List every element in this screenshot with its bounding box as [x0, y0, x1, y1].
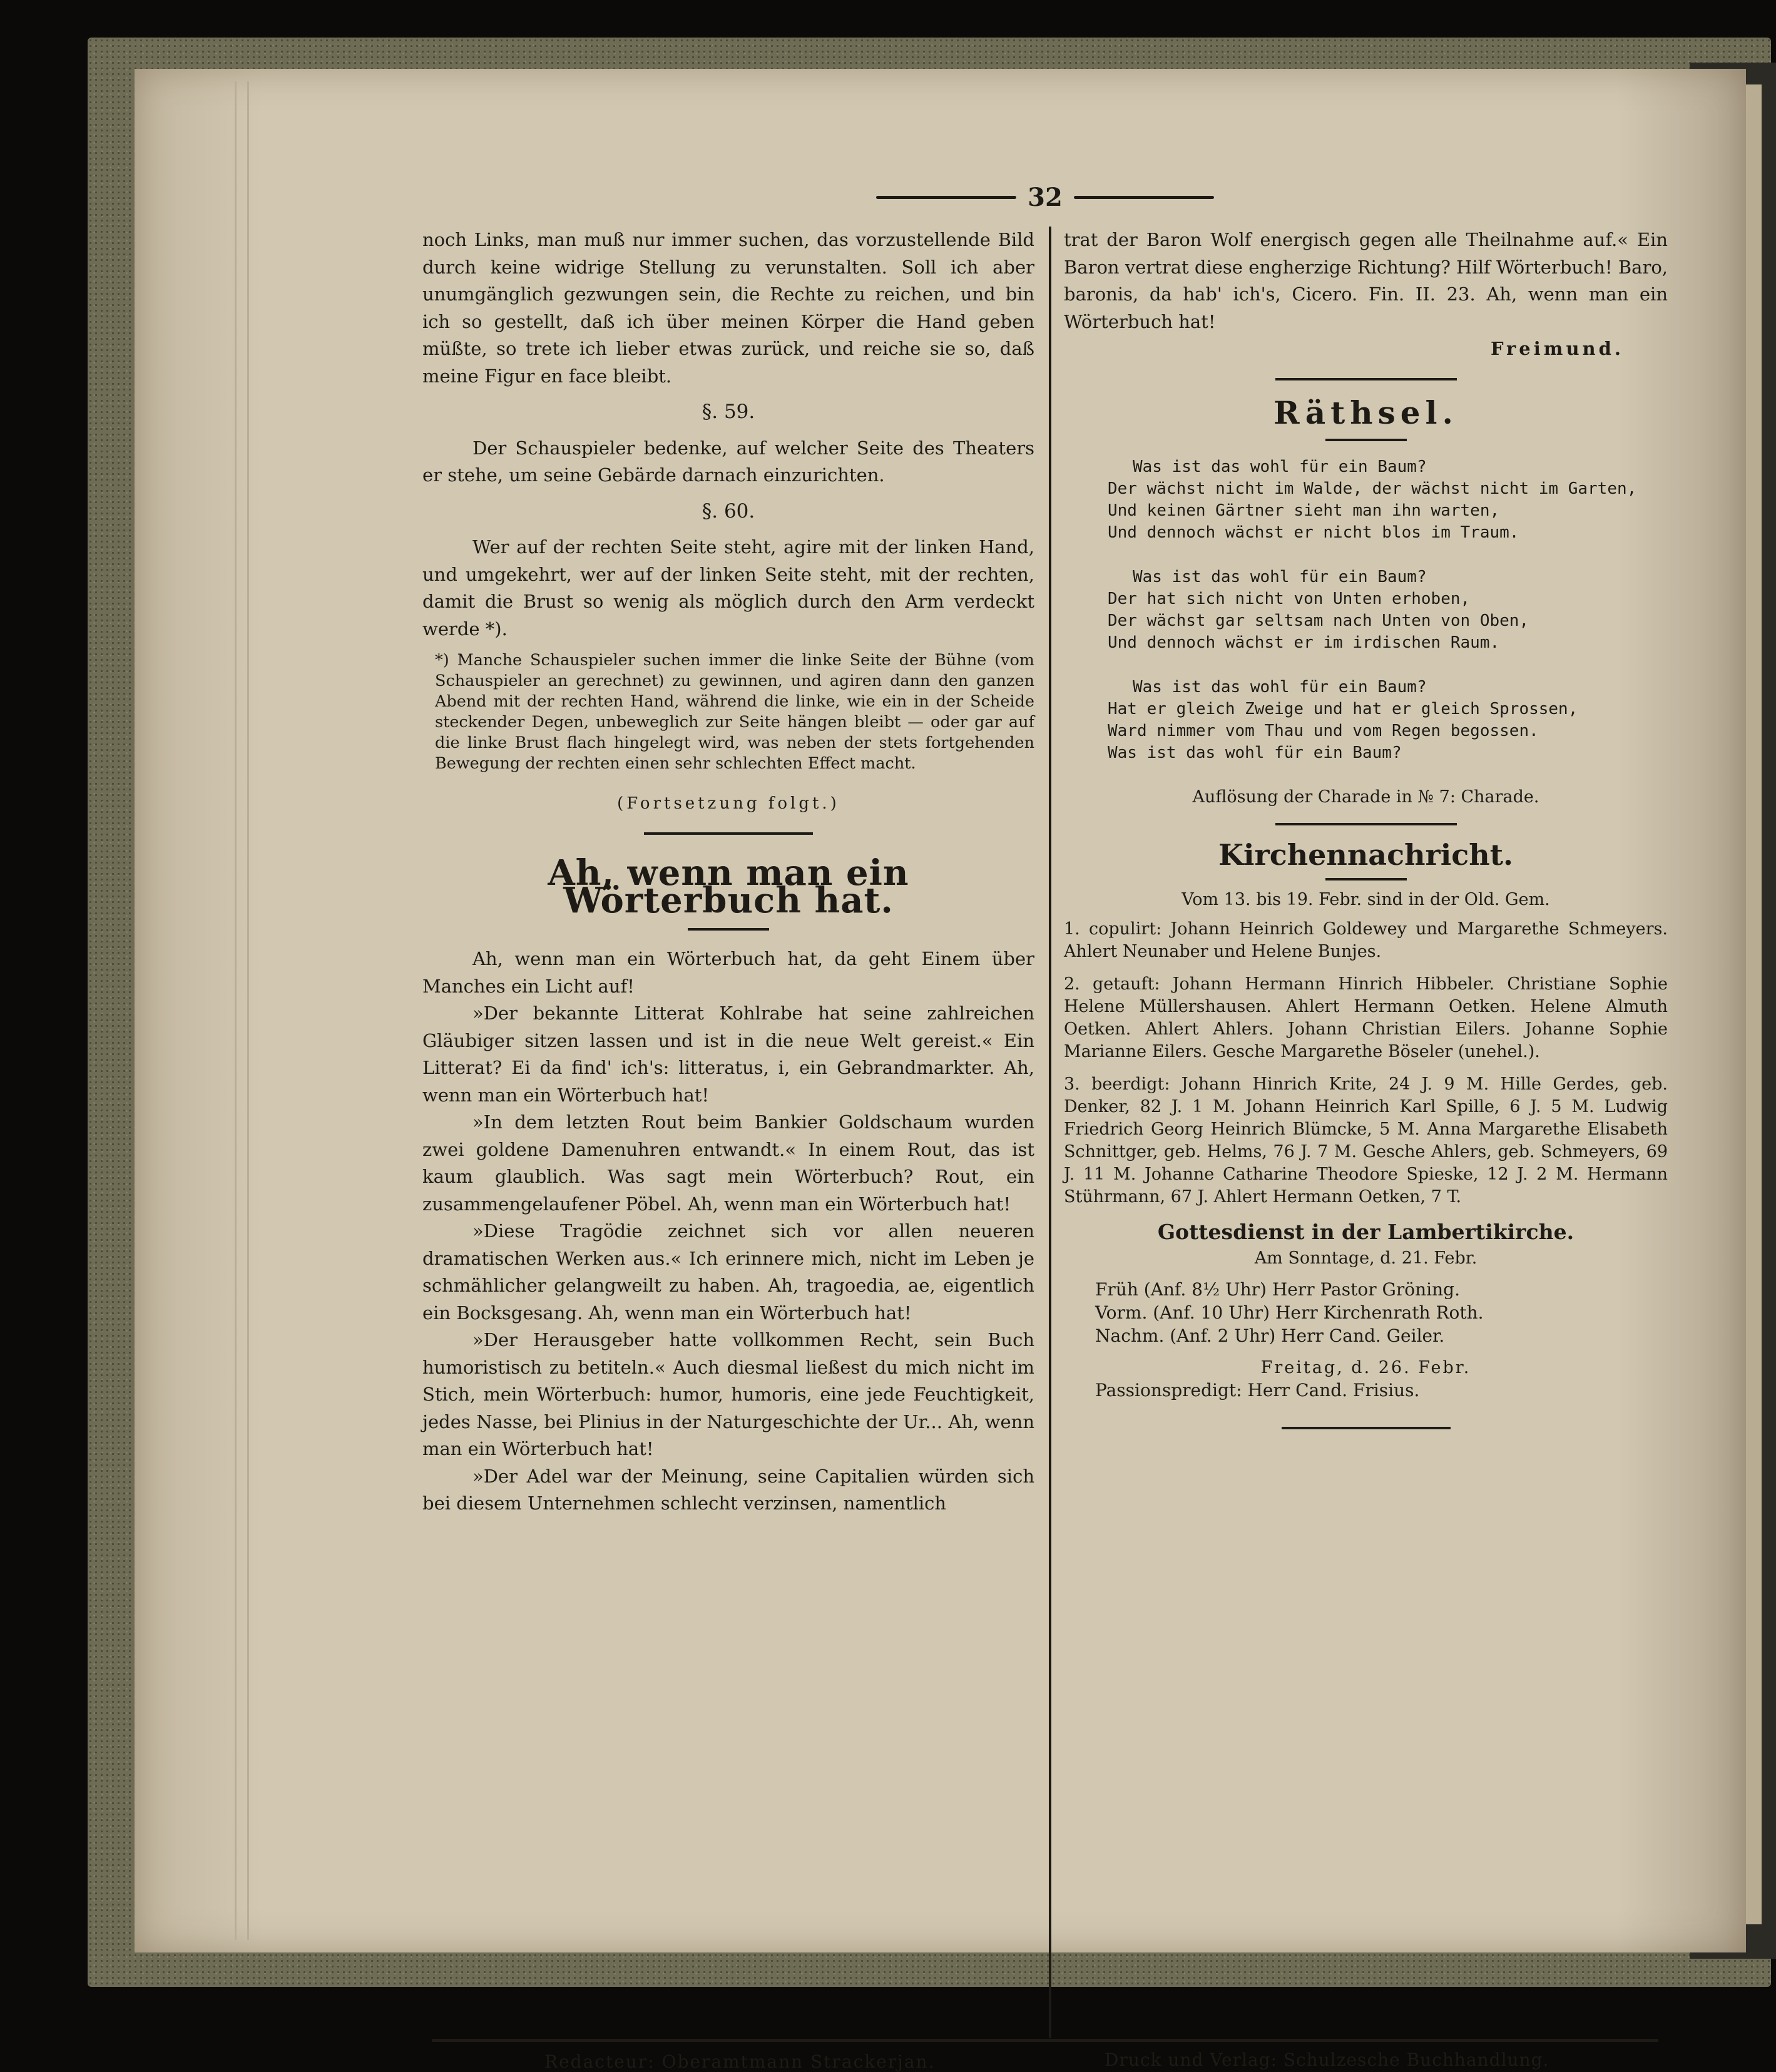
printer-credit: Druck und Verlag: Schulzesche Buchhandlung.	[1105, 2049, 1549, 2070]
church-news-intro: Vom 13. bis 19. Febr. sind in der Old. Gem.	[1181, 889, 1550, 909]
author-signature: Freimund.	[1490, 338, 1624, 359]
riddle-title: Räthsel.	[1273, 394, 1458, 431]
riddle-poem	[1108, 456, 1668, 764]
section-rule	[1275, 823, 1457, 825]
riddle-line: Und keinen Gärtner sieht man ihn warten,	[1108, 501, 1500, 520]
riddle-line: Und dennoch wächst er im irdischen Raum.	[1108, 633, 1500, 652]
section-59-text: Der Schauspieler bedenke, auf welcher Seite des Theaters er stehe, um seine Gebärde darnach einzurichten.	[422, 437, 1034, 486]
footer-rule	[432, 2039, 1658, 2042]
service-friday: Freitag, d. 26. Febr.	[1260, 1358, 1471, 1377]
riddle-line: Der wächst gar seltsam nach Unten von Oben,	[1108, 611, 1529, 630]
page-number: 32	[1028, 182, 1063, 212]
section-60-text: Wer auf der rechten Seite steht, agire mit der linken Hand, und umgekehrt, wer auf der linken Seite steht, mit der rechten, damit die Brust so wenig als möglich durch den Arm verdeckt werde *).	[422, 536, 1034, 640]
header-rule-left	[876, 196, 1016, 199]
editor-credit: Redacteur: Oberamtmann Strackerjan.	[544, 2051, 936, 2072]
service-passion: Passionspredigt: Herr Cand. Frisius.	[1095, 1380, 1420, 1401]
riddle-line: Der hat sich nicht von Unten erhoben,	[1108, 589, 1471, 608]
service-line: Nachm. (Anf. 2 Uhr) Herr Cand. Geiler.	[1095, 1325, 1445, 1346]
church-entry-baptized: 2. getauft: Johann Hermann Hinrich Hibbeler. Christiane Sophie Helene Müllershausen. Ahlert Hermann Oetken. Helene Almuth Oetken. Ahlert Ahlers. Johann Christian Eilers. Johanne Sophie Marianne Eilers. Gesche Margarethe Böseler (unehel.).	[1064, 974, 1668, 1061]
section-rule	[644, 832, 813, 835]
article-paragraph: Ah, wenn man ein Wörterbuch hat, da geht Einem über Manches ein Licht auf!	[422, 948, 1034, 997]
right-column	[1064, 227, 1668, 1444]
riddle-stanza	[1108, 456, 1668, 544]
article-paragraph: »Der bekannte Litterat Kohlrabe hat seine zahlreichen Gläubiger sitzen lassen und ist in die neue Welt gereist.« Ein Litterat? Ei da find' ich's: litteratus, i, ein Gebrandmarkter. Ah, wenn man ein Wörterbuch hat!	[422, 1003, 1034, 1106]
riddle-line: Was ist das wohl für ein Baum?	[1133, 568, 1427, 586]
section-rule	[1275, 378, 1457, 380]
service-line: Früh (Anf. 8½ Uhr) Herr Pastor Gröning.	[1095, 1279, 1460, 1300]
left-column	[422, 227, 1034, 1518]
continued-paragraph: trat der Baron Wolf energisch gegen alle Theilnahme auf.« Ein Baron vertrat diese engherzige Richtung? Hilf Wörterbuch! Baro, baronis, da hab' ich's, Cicero. Fin. II. 23. Ah, wenn man ein Wörterbuch hat!	[1064, 229, 1668, 332]
article-paragraph: »Diese Tragödie zeichnet sich vor allen neueren dramatischen Werken aus.« Ich erinnere mich, nicht im Leben je schmählicher gelangweilt zu haben. Ah, tragoedia, ae, eigentlich ein Bocksgesang. Ah, wenn man ein Wörterbuch hat!	[422, 1220, 1034, 1324]
footnote: *) Manche Schauspieler suchen immer die linke Seite der Bühne (vom Schauspieler an gerechnet) zu gewinnen, und agiren dann den ganzen Abend mit der rechten Hand, während die linke, wie ein in der Scheide steckender Degen, unbeweglich zur Seite hängen bleibt — oder gar auf die linke Brust flach hingelegt wird, was neben der stets fortgehenden Bewegung der rechten einen sehr schlechten Effect macht.	[435, 651, 1034, 773]
service-sunday: Am Sonntage, d. 21. Febr.	[1254, 1248, 1477, 1268]
riddle-line: Der wächst nicht im Walde, der wächst nicht im Garten,	[1108, 479, 1637, 498]
section-rule	[1282, 1427, 1451, 1429]
continuation-note: (Fortsetzung folgt.)	[617, 794, 840, 813]
page-header	[876, 181, 1214, 213]
riddle-line: Hat er gleich Zweige und hat er gleich Sprossen,	[1108, 700, 1578, 718]
church-entry-buried: 3. beerdigt: Johann Hinrich Krite, 24 J. 9 M. Hille Gerdes, geb. Denker, 82 J. 1 M. Johann Heinrich Karl Spille, 6 J. 5 M. Ludwig Friedrich Georg Heinrich Blümcke, 5 M. Anna Margarethe Elisabeth Schnittger, geb. Helms, 76 J. 7 M. Gesche Ahlers, geb. Schmeyers, 69 J. 11 M. Johanne Catharine Theodore Spieske, 12 J. 2 M. Hermann Stührmann, 67 J. Ahlert Hermann Oetken, 7 T.	[1064, 1074, 1668, 1207]
service-title: Gottesdienst in der Lambertikirche.	[1157, 1219, 1574, 1244]
riddle-stanza	[1108, 566, 1668, 654]
church-entry-married: 1. copulirt: Johann Heinrich Goldewey und Margarethe Schmeyers. Ahlert Neunaber und Helene Bunjes.	[1064, 919, 1668, 961]
riddle-line: Was ist das wohl für ein Baum?	[1108, 743, 1402, 762]
header-rule-right	[1074, 196, 1214, 199]
article-paragraph: »Der Herausgeber hatte vollkommen Recht, sein Buch humoristisch zu betiteln.« Auch diesmal ließest du mich nicht im Stich, mein Wörterbuch: humor, humoris, eine jede Feuchtigkeit, jedes Nasse, bei Plinius in der Naturgeschichte der Ur... Ah, wenn man ein Wörterbuch hat!	[422, 1329, 1034, 1459]
riddle-stanza	[1108, 676, 1668, 764]
charade-solution: Auflösung der Charade in № 7: Charade.	[1192, 787, 1539, 807]
service-line: Vorm. (Anf. 10 Uhr) Herr Kirchenrath Roth.	[1095, 1302, 1484, 1323]
title-rule	[1325, 439, 1407, 441]
title-rule	[688, 928, 769, 931]
article-paragraph: »Der Adel war der Meinung, seine Capitalien würden sich bei diesem Unternehmen schlecht verzinsen, namentlich	[422, 1465, 1034, 1514]
article-paragraph: »In dem letzten Rout beim Bankier Goldschaum wurden zwei goldene Damenuhren entwandt.« In einem Rout, das ist kaum glaublich. Was sagt mein Wörterbuch? Rout, ein zusammengelaufener Pöbel. Ah, wenn man ein Wörterbuch hat!	[422, 1111, 1034, 1215]
article-title: Ah, wenn man ein Wörterbuch hat.	[548, 852, 909, 921]
church-news-title: Kirchennachricht.	[1218, 838, 1513, 872]
riddle-line: Und dennoch wächst er nicht blos im Traum.	[1108, 523, 1519, 542]
riddle-line: Was ist das wohl für ein Baum?	[1133, 678, 1427, 697]
title-rule	[1325, 878, 1407, 880]
section-60-heading: §. 60.	[702, 499, 755, 523]
column-divider	[1049, 227, 1051, 2038]
riddle-line: Ward nimmer vom Thau und vom Regen begossen.	[1108, 722, 1539, 740]
riddle-line: Was ist das wohl für ein Baum?	[1133, 457, 1427, 476]
opening-paragraph: noch Links, man muß nur immer suchen, das vorzustellende Bild durch keine widrige Stellung zu verunstalten. Soll ich aber unumgänglich gezwungen sein, die Rechte zu reichen, und bin ich so gestellt, daß ich über meinen Körper die Hand geben müßte, so trete ich lieber etwas zurück, und reiche sie so, daß meine Figur en face bleibt.	[422, 229, 1034, 387]
section-59-heading: §. 59.	[702, 401, 755, 423]
